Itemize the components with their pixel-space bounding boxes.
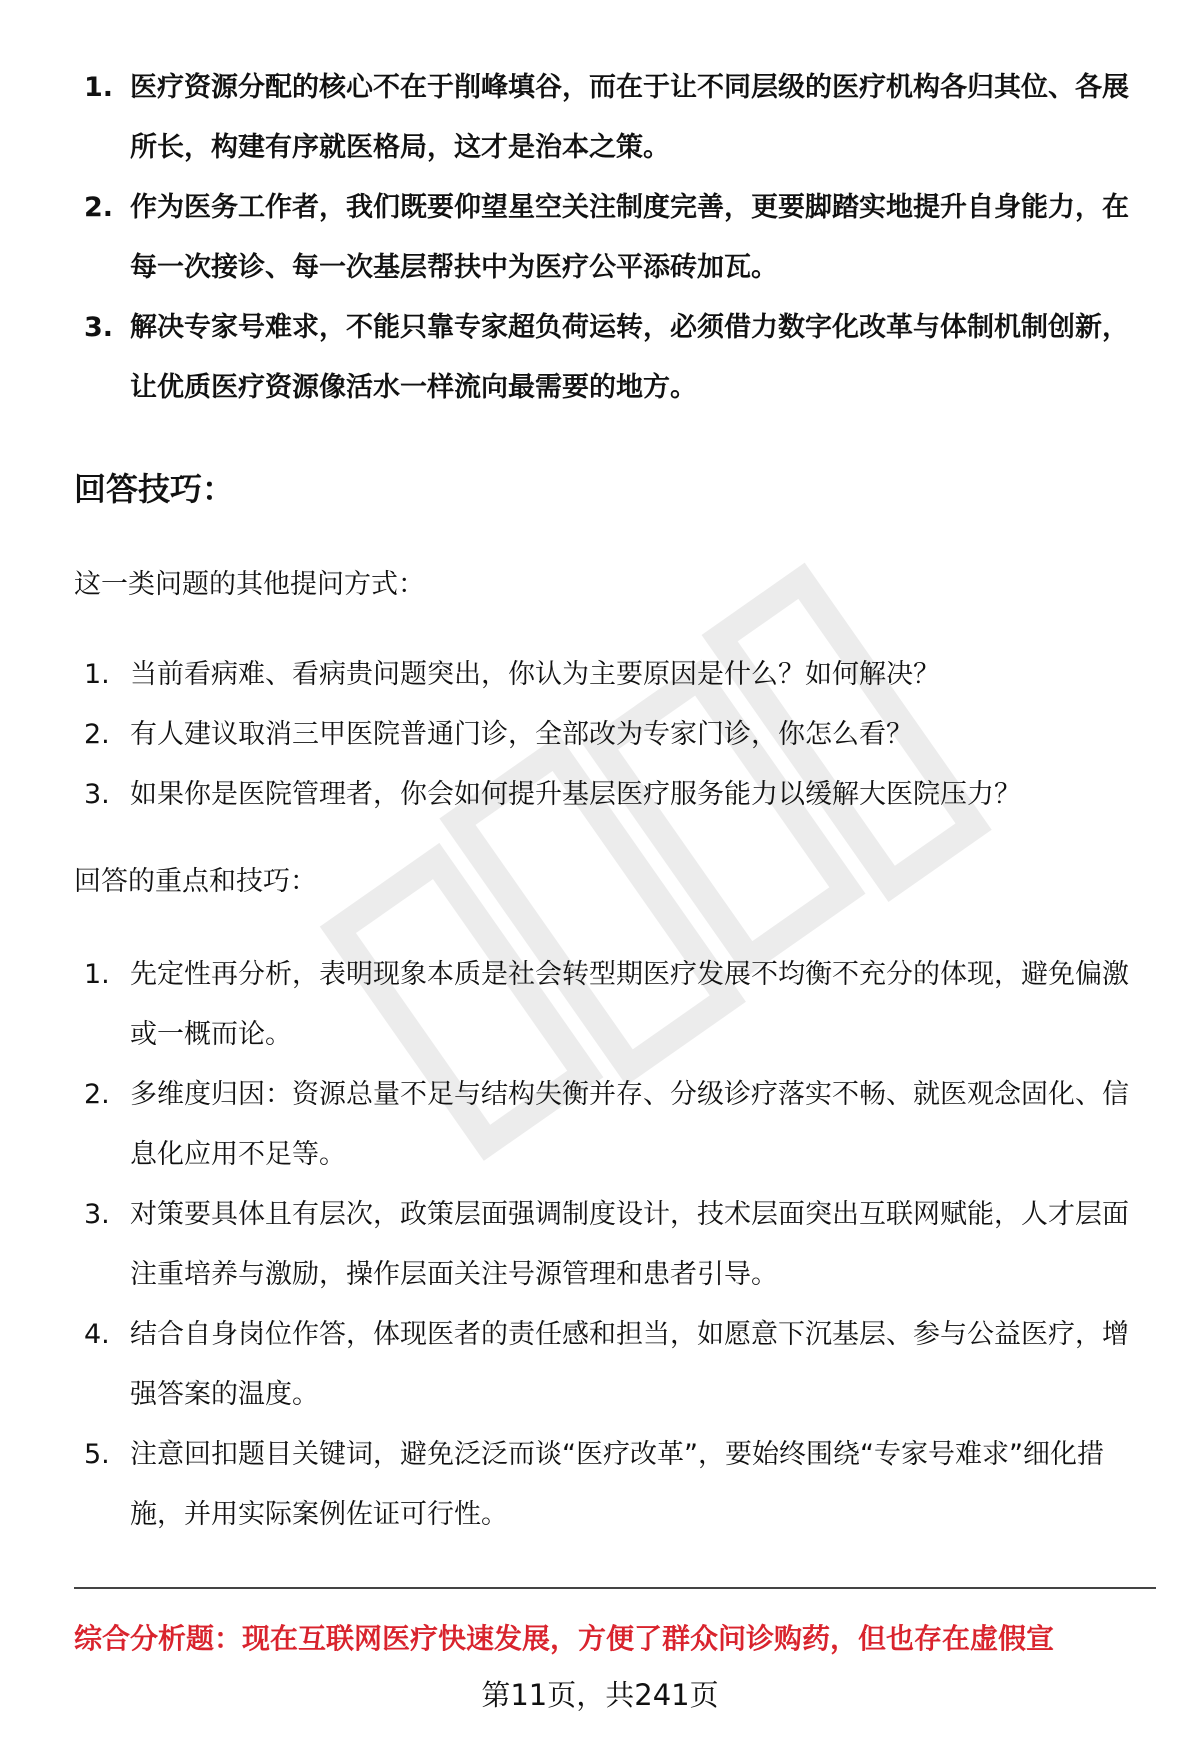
list-text: 当前看病难、看病贵问题突出，你认为主要原因是什么？如何解决？ [130,659,940,690]
list-number: 4. [84,1319,110,1350]
list-text: 医疗资源分配的核心不在于削峰填谷，而在于让不同层级的医疗机构各归其位、各展所长，构建有序就医格局，这才是治本之策。 [130,72,1129,163]
tips-intro: 回答的重点和技巧： [74,866,317,897]
list-text: 多维度归因：资源总量不足与结构失衡并存、分级诊疗落实不畅、就医观念固化、信息化应用不足等。 [130,1079,1129,1170]
alt-questions-intro: 这一类问题的其他提问方式： [74,569,425,600]
list-number: 1. [84,659,110,690]
list-text: 结合自身岗位作答，体现医者的责任感和担当，如愿意下沉基层、参与公益医疗，增强答案的温度。 [130,1319,1129,1410]
list-number: 2. [84,719,110,750]
page-indicator: 第11页，共241页 [481,1678,719,1712]
list-number: 2. [84,1079,110,1110]
section-divider [74,1587,1156,1589]
list-text: 有人建议取消三甲医院普通门诊，全部改为专家门诊，你怎么看？ [130,719,913,750]
next-question-banner: 综合分析题：现在互联网医疗快速发展，方便了群众问诊购药，但也存在虚假宣 [74,1622,1055,1655]
list-number: 3. [84,312,114,343]
section-heading: 回答技巧： [74,470,235,508]
list-number: 5. [84,1439,110,1470]
list-number: 1. [84,959,110,990]
list-text: 先定性再分析，表明现象本质是社会转型期医疗发展不均衡不充分的体现，避免偏激或一概而论。 [130,959,1129,1050]
list-text: 解决专家号难求，不能只靠专家超负荷运转，必须借力数字化改革与体制机制创新，让优质医疗资源像活水一样流向最需要的地方。 [130,312,1129,403]
list-text: 如果你是医院管理者，你会如何提升基层医疗服务能力以缓解大医院压力？ [130,779,1021,810]
list-text: 注意回扣题目关键词，避免泛泛而谈“医疗改革”，要始终围绕“专家号难求”细化措施，并用实际案例佐证可行性。 [130,1439,1104,1530]
list-number: 3. [84,1199,110,1230]
list-text: 对策要具体且有层次，政策层面强调制度设计，技术层面突出互联网赋能，人才层面注重培养与激励，操作层面关注号源管理和患者引导。 [130,1199,1129,1290]
list-text: 作为医务工作者，我们既要仰望星空关注制度完善，更要脚踏实地提升自身能力，在每一次接诊、每一次基层帮扶中为医疗公平添砖加瓦。 [130,192,1129,283]
list-number: 1. [84,72,114,103]
list-number: 2. [84,192,114,223]
list-number: 3. [84,779,110,810]
